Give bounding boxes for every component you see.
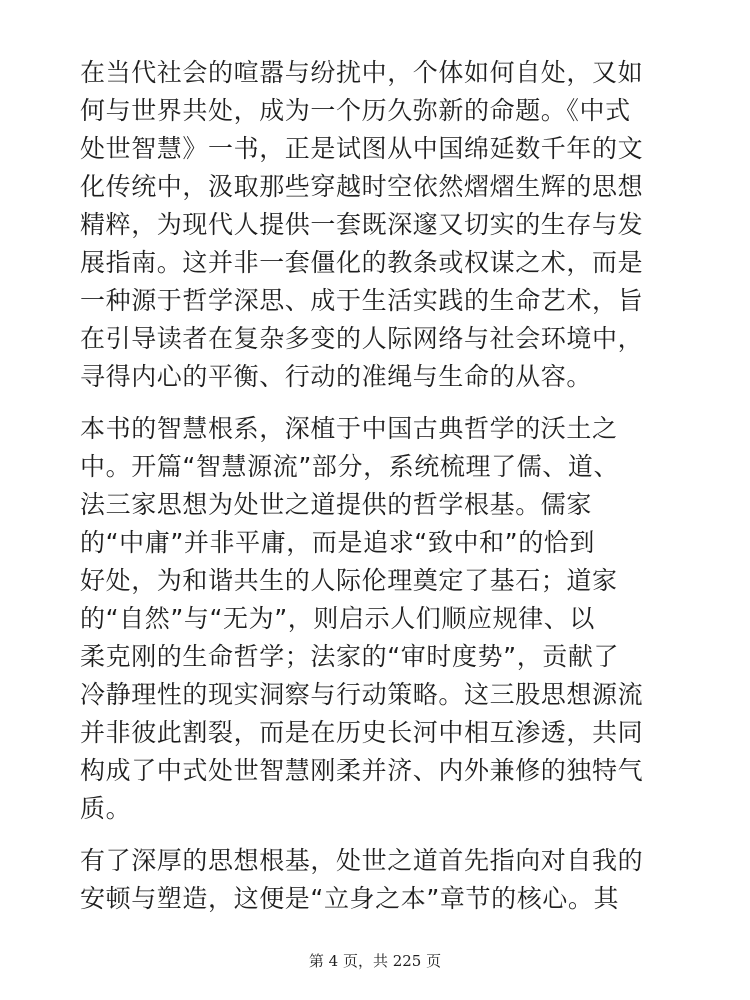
text-line: 寻得内心的平衡、行动的准绳与生命的从容。: [80, 362, 593, 391]
text-line: 展指南。这并非一套僵化的教条或权谋之术，而是: [80, 248, 644, 277]
page-number-footer: 第 4 页，共 225 页: [308, 952, 442, 970]
text-line: 柔克刚的生命哲学；法家的“审时度势”，贡献了: [80, 642, 620, 671]
paragraph-3: [80, 842, 680, 918]
paragraph-1: [80, 54, 680, 396]
text-line: 在当代社会的喧嚣与纷扰中，个体如何自处，又如: [80, 58, 644, 87]
text-line: 化传统中，汲取那些穿越时空依然熠熠生辉的思想: [80, 172, 644, 201]
text-line: 在引导读者在复杂多变的人际网络与社会环境中，: [80, 324, 644, 353]
text-line: 精粹，为现代人提供一套既深邃又切实的生存与发: [80, 210, 644, 239]
text-line: 并非彼此割裂，而是在历史长河中相互渗透，共同: [80, 718, 644, 747]
text-line: 何与世界共处，成为一个历久弥新的命题。《中式: [80, 96, 631, 125]
text-line: 好处，为和谐共生的人际伦理奠定了基石；道家: [80, 566, 618, 595]
text-line: 构成了中式处世智慧刚柔并济、内外兼修的独特气: [80, 756, 644, 785]
text-line: 法三家思想为处世之道提供的哲学根基。儒家: [80, 490, 593, 519]
paragraph-2: [80, 410, 680, 828]
text-line: 的“中庸”并非平庸，而是追求“致中和”的恰到: [80, 528, 596, 557]
text-line: 质。: [80, 794, 132, 823]
text-line: 一种源于哲学深思、成于生活实践的生命艺术，旨: [80, 286, 644, 315]
text-line: 处世智慧》一书，正是试图从中国绵延数千年的文: [80, 134, 644, 163]
text-line: 本书的智慧根系，深植于中国古典哲学的沃土之: [80, 414, 618, 443]
text-line: 中。开篇“智慧源流”部分，系统梳理了儒、道、: [80, 452, 620, 481]
text-line: 的“自然”与“无为”，则启示人们顺应规律、以: [80, 604, 596, 633]
text-body: [80, 54, 680, 932]
text-line: 有了深厚的思想根基，处世之道首先指向对自我的: [80, 846, 644, 875]
text-line: 冷静理性的现实洞察与行动策略。这三股思想源流: [80, 680, 644, 709]
text-line: 安顿与塑造，这便是“立身之本”章节的核心。其: [80, 884, 620, 913]
